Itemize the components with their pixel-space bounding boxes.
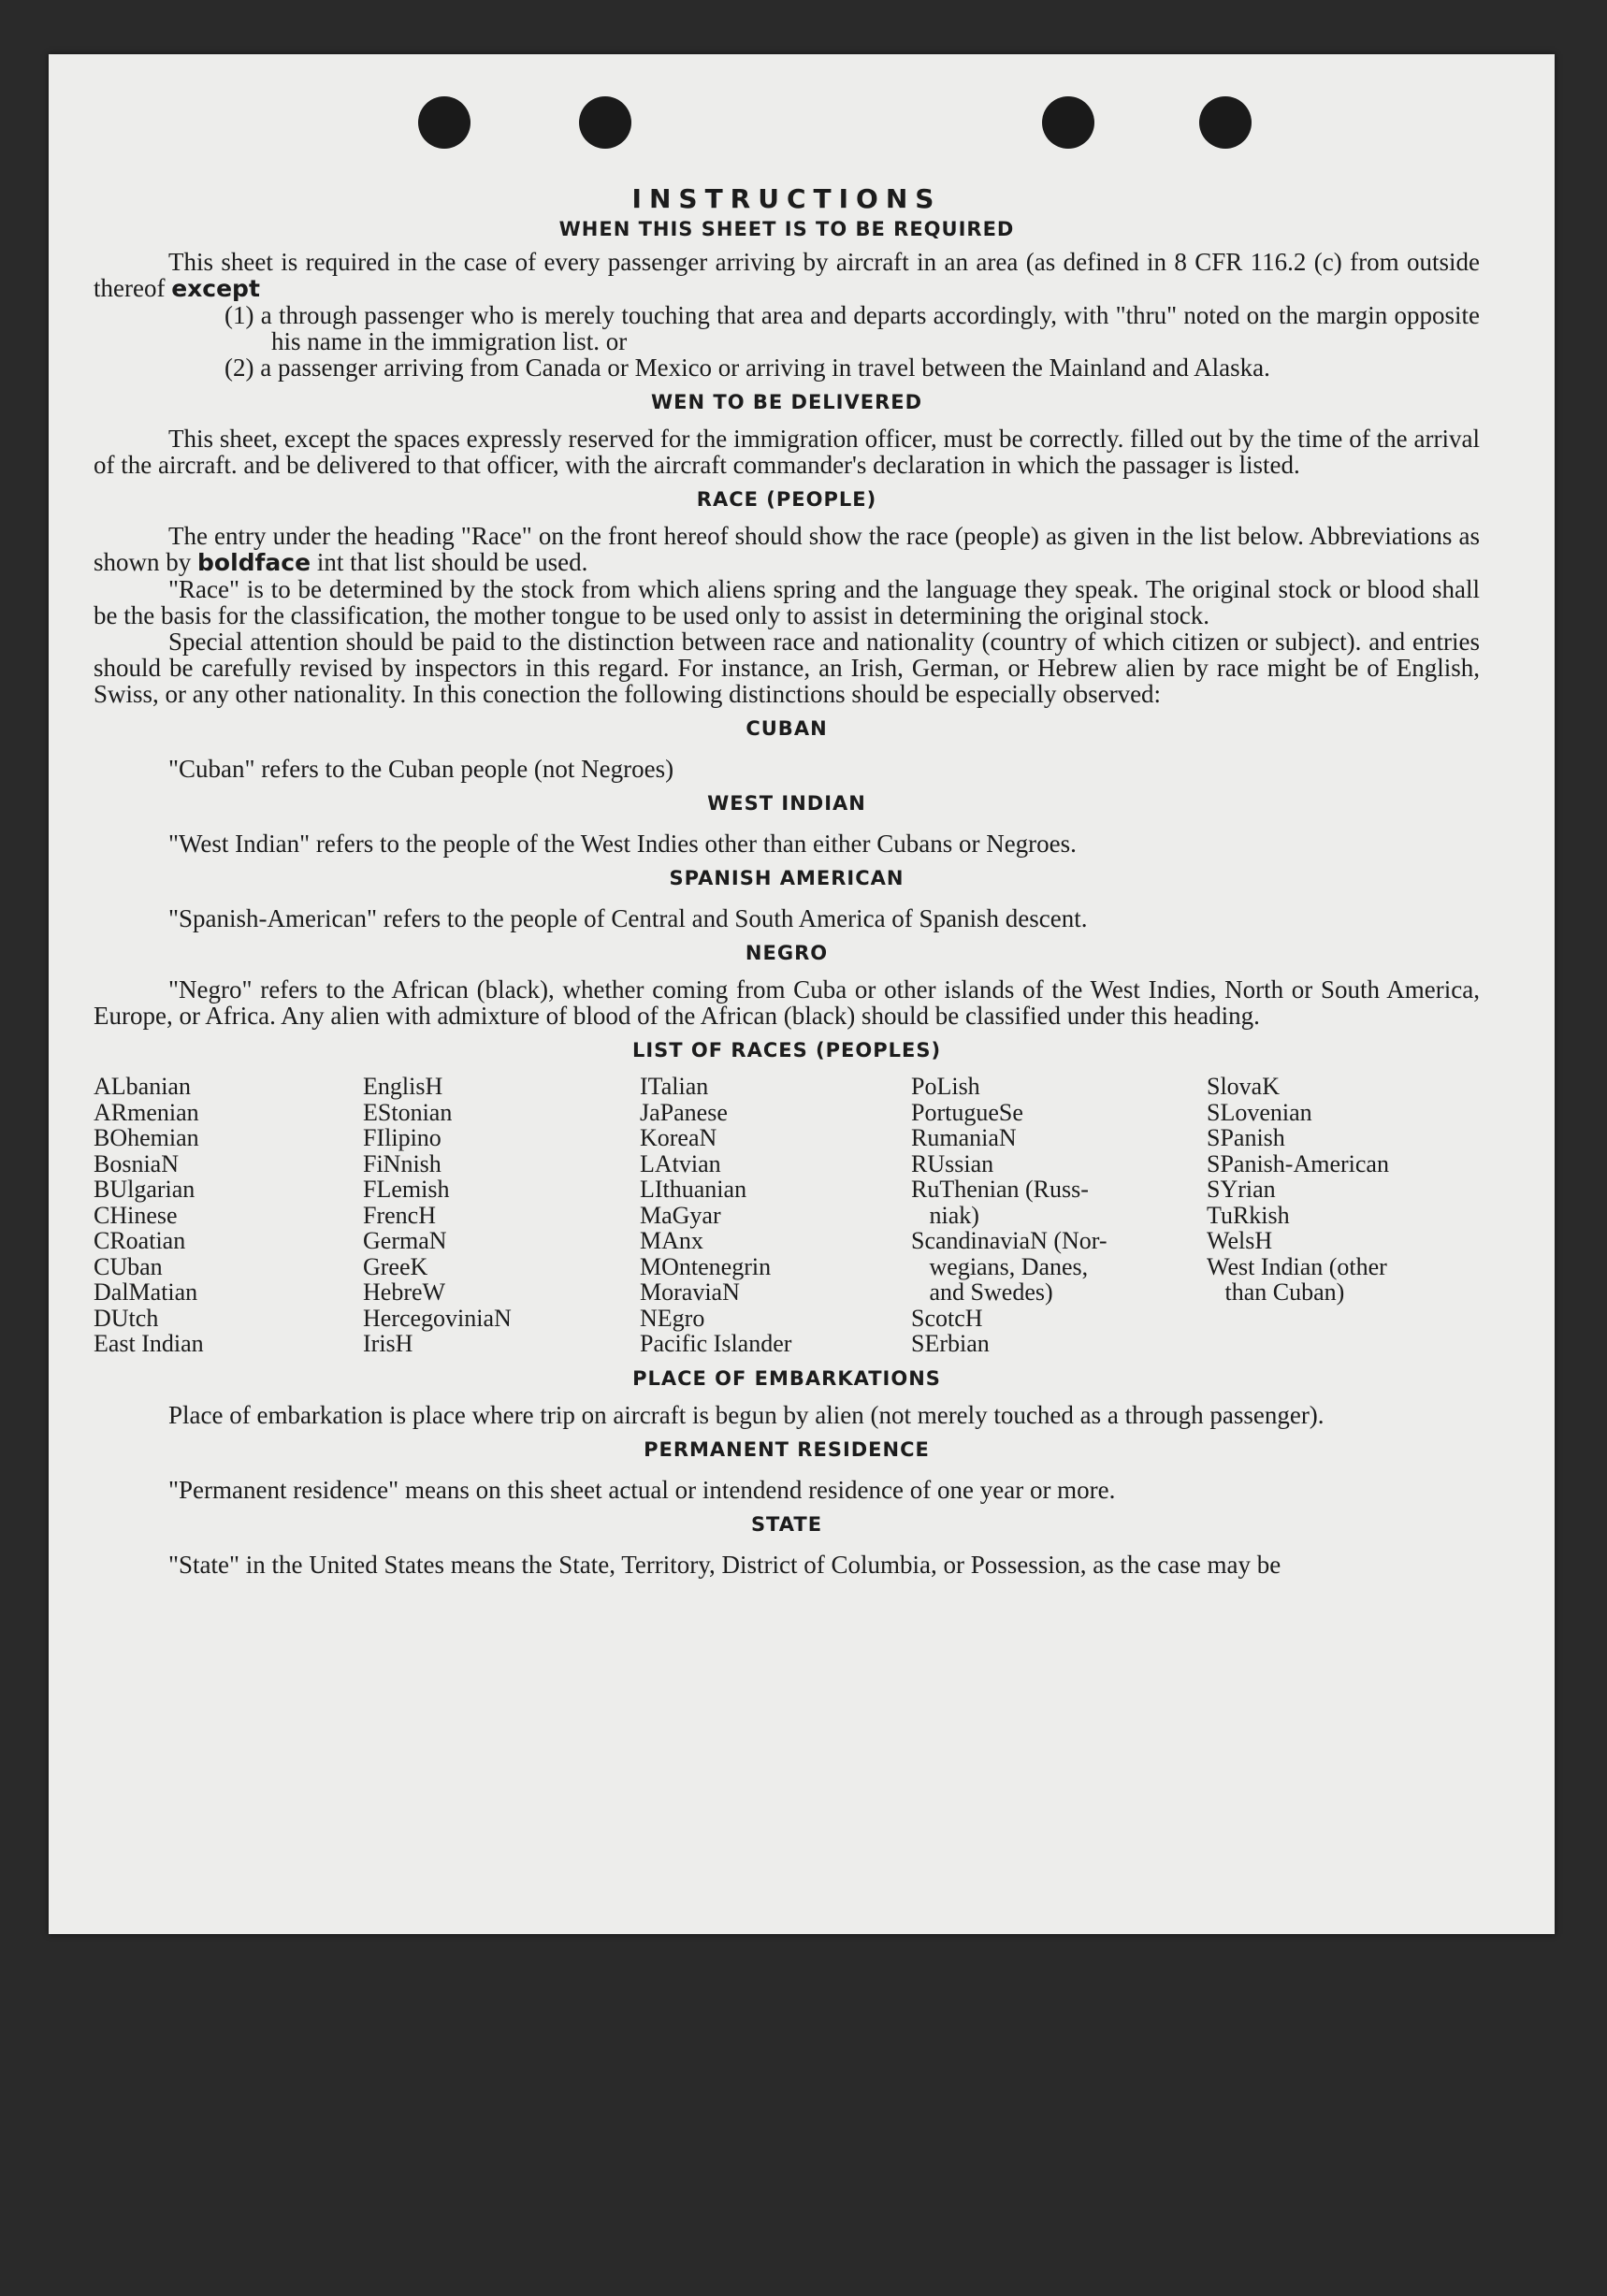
race-entry: KoreaN (640, 1124, 717, 1151)
race-entry: wegians, Danes, (911, 1252, 1089, 1280)
race-entry: MoraviaN (640, 1278, 740, 1306)
race-entry: MAnx (640, 1227, 703, 1254)
text-run: The entry under the heading "Race" on the front hereof should show the race (people) as given in the list below. Abbreviations as shown by (94, 522, 1480, 576)
paragraph-state: "State" in the United States means the State, Territory, District of Columbia, or Possession, as the case may be (168, 1550, 1281, 1579)
race-entry: West Indian (other (1207, 1252, 1387, 1280)
race-entry: FLemish (363, 1176, 450, 1203)
section-heading-cuban: CUBAN (746, 717, 828, 740)
paragraph-race-2: "Race" is to be determined by the stock from which aliens spring and the language they speak. The original stock or blood shall be the basis for the classification, the mother tongue to be used only to assist in determining the original stock. (94, 575, 1480, 629)
race-entry: SYrian (1207, 1176, 1276, 1203)
race-entry: ScandinaviaN (Nor- (911, 1227, 1108, 1254)
paragraph-spanish-american: "Spanish-American" refers to the people of Central and South America of Spanish descent. (168, 904, 1088, 932)
race-entry: SlovaK (1207, 1073, 1280, 1100)
race-entry: LIthuanian (640, 1176, 747, 1203)
race-entry: RuThenian (Russ- (911, 1176, 1089, 1203)
race-entry: FiNnish (363, 1149, 442, 1177)
race-column (911, 1074, 1207, 1357)
document-sheet (49, 54, 1555, 1934)
paragraph-race-1 (94, 523, 1480, 576)
race-column (363, 1074, 640, 1357)
race-entry: SErbian (911, 1330, 990, 1357)
paragraph-permanent-residence: "Permanent residence" means on this sheet actual or intendend residence of one year or more. (168, 1475, 1116, 1504)
race-entry: ITalian (640, 1073, 709, 1100)
paragraph-when-delivered: This sheet, except the spaces expressly reserved for the immigration officer, must be correctly. filled out by the time of the arrival of the aircraft. and be delivered to that officer, with the aircraft commander's declaration in which the passager is listed. (94, 425, 1480, 479)
race-entry: GreeK (363, 1252, 428, 1280)
paragraph-when-required (94, 249, 1480, 302)
race-entry: and Swedes) (911, 1278, 1053, 1306)
race-entry: East Indian (94, 1330, 204, 1357)
bold-text: except (171, 275, 260, 302)
section-heading-embarkation: PLACE OF EMBARKATIONS (632, 1366, 941, 1390)
list-item-exception-2: (2) a passenger arriving from Canada or Mexico or arriving in travel between the Mainland and Alaska. (224, 354, 1270, 382)
race-entry: than Cuban) (1207, 1278, 1345, 1306)
race-entry: DUtch (94, 1304, 159, 1332)
section-heading-permanent-residence: PERMANENT RESIDENCE (644, 1437, 930, 1461)
race-column (94, 1074, 363, 1357)
paragraph-race-3: Special attention should be paid to the distinction between race and nationality (country of which citizen or subject). and entries should be carefully revised by inspectors in this regard. For instance, an Irish, German, or Hebrew alien by race might be of English, Swiss, or any other nationality. In this conection the following distinctions should be especially observed: (94, 628, 1480, 708)
race-entry: HebreW (363, 1278, 446, 1306)
race-entry: Pacific Islander (640, 1330, 792, 1357)
race-entry: ARmenian (94, 1098, 199, 1126)
paragraph-cuban: "Cuban" refers to the Cuban people (not Negroes) (168, 755, 674, 783)
punch-hole (579, 96, 631, 149)
race-entry: IrisH (363, 1330, 413, 1357)
race-entry: SPanish-American (1207, 1149, 1389, 1177)
section-heading-list-of-races: LIST OF RACES (PEOPLES) (631, 1039, 942, 1061)
section-heading-negro: NEGRO (745, 942, 829, 964)
race-entry: BUlgarian (94, 1176, 195, 1203)
paragraph-negro: "Negro" refers to the African (black), whether coming from Cuba or other islands of the West Indies, North or South America, Europe, or Africa. Any alien with admixture of blood of the African (black) should be classified under this heading. (94, 975, 1480, 1030)
race-entry: CUban (94, 1252, 163, 1280)
race-entry: ScotcH (911, 1304, 983, 1332)
race-entry: MaGyar (640, 1201, 721, 1229)
race-entry: FrencH (363, 1201, 436, 1229)
punch-hole (1199, 96, 1252, 149)
race-entry: BosniaN (94, 1149, 179, 1177)
race-entry: WelsH (1207, 1227, 1273, 1254)
punch-hole (418, 96, 471, 149)
race-entry: SLovenian (1207, 1098, 1312, 1126)
section-heading-when-delivered: WEN TO BE DELIVERED (650, 391, 923, 413)
race-entry: LAtvian (640, 1149, 721, 1177)
race-entry: CRoatian (94, 1227, 186, 1254)
paragraph-west-indian: "West Indian" refers to the people of the West Indies other than either Cubans or Negroes. (168, 830, 1077, 858)
race-entry: PoLish (911, 1073, 980, 1100)
race-entry: niak) (911, 1201, 979, 1229)
race-entry: EStonian (363, 1098, 453, 1126)
section-heading-when-required: WHEN THIS SHEET IS TO BE REQUIRED (558, 218, 1015, 240)
race-column (640, 1074, 911, 1357)
instructions-content (94, 183, 1480, 1578)
bold-text: boldface (197, 549, 311, 576)
race-list (94, 1074, 1480, 1357)
race-entry: CHinese (94, 1201, 178, 1229)
paragraph-embarkation: Place of embarkation is place where trip on aircraft is begun by alien (not merely touched as a through passenger). (168, 1400, 1325, 1429)
section-heading-spanish-american: SPANISH AMERICAN (669, 867, 905, 889)
text-run: This sheet is required in the case of every passenger arriving by aircraft in an area (as defined in 8 CFR 116.2 (c) from outside thereof (94, 248, 1480, 302)
race-entry: SPanish (1207, 1124, 1285, 1151)
section-heading-west-indian: WEST INDIAN (707, 792, 866, 815)
race-entry: GermaN (363, 1227, 447, 1254)
race-entry: DalMatian (94, 1278, 198, 1306)
race-entry: EnglisH (363, 1073, 443, 1100)
text-run: int that list should be used. (311, 548, 588, 576)
race-entry: PortugueSe (911, 1098, 1023, 1126)
list-item-exception-1: (1) a through passenger who is merely touching that area and departs accordingly, with "thru" noted on the margin opposite his name in the immigration list. or (224, 301, 1480, 355)
race-entry: TuRkish (1207, 1201, 1290, 1229)
race-entry: MOntenegrin (640, 1252, 772, 1280)
race-entry: FIlipino (363, 1124, 442, 1151)
race-entry: RumaniaN (911, 1124, 1017, 1151)
section-heading-race: RACE (PEOPLE) (696, 488, 877, 511)
page-title: INSTRUCTIONS (631, 183, 942, 214)
section-heading-state: STATE (750, 1512, 823, 1536)
race-entry: JaPanese (640, 1098, 728, 1126)
race-column (1207, 1074, 1480, 1357)
race-entry: BOhemian (94, 1124, 199, 1151)
race-entry: HercegoviniaN (363, 1304, 512, 1332)
race-entry: ALbanian (94, 1073, 191, 1100)
race-entry: RUssian (911, 1149, 994, 1177)
race-entry: NEgro (640, 1304, 705, 1332)
punch-hole (1042, 96, 1094, 149)
